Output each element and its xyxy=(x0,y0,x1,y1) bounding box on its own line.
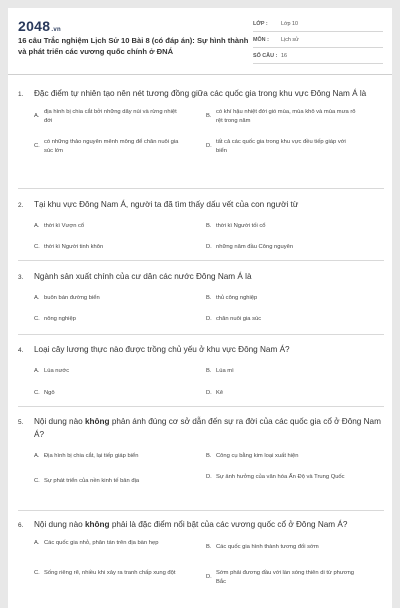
option-d[interactable] xyxy=(206,569,358,588)
option-letter: D. xyxy=(206,389,212,396)
option-letter: D. xyxy=(206,474,212,480)
option-text: thủ công nghiệp xyxy=(216,294,258,301)
question-2 xyxy=(18,199,384,255)
option-text: Các quốc gia hình thành tương đối sớm xyxy=(216,543,319,550)
option-text: địa hình bị chia cắt bởi những dãy núi và rừng nhiệt đới xyxy=(44,108,177,124)
option-c[interactable] xyxy=(34,477,186,487)
question-3 xyxy=(18,271,384,327)
option-c[interactable] xyxy=(34,138,186,157)
option-text: tất cả các quốc gia trong khu vực đều tiếp giáp với biển xyxy=(216,138,346,154)
option-text: Sự phát triển của nền kinh tế bản địa xyxy=(44,478,140,484)
question-text xyxy=(34,88,366,102)
logo-text: 2048 xyxy=(18,18,51,34)
question-number: 6. xyxy=(18,522,24,529)
option-text: Công cụ bằng kim loại xuất hiện xyxy=(216,453,299,459)
question-stem xyxy=(18,416,384,441)
question-text xyxy=(34,199,298,213)
option-text: thời kì Vượn cổ xyxy=(44,222,85,229)
question-4 xyxy=(18,344,384,400)
question-divider xyxy=(18,510,384,511)
option-text: có những thảo nguyên mênh mông để chăn nuôi gia súc lớn xyxy=(44,138,179,154)
question-text-part: Đặc điểm tự nhiên tạo nên nét tương đồng giữa các quốc gia trong khu vực Đông Nam Á là xyxy=(34,89,367,98)
question-text xyxy=(34,519,347,533)
option-b[interactable] xyxy=(206,294,358,304)
option-b[interactable] xyxy=(206,222,358,232)
question-text-part: Nội dung nào xyxy=(34,520,85,529)
question-text-part: Ngành sản xuất chính của cư dân các nước Đông Nam Á là xyxy=(34,272,252,281)
meta-value: Lớp 10 xyxy=(281,20,299,27)
options xyxy=(34,219,384,255)
question-number: 5. xyxy=(18,419,24,426)
question-stem xyxy=(18,271,384,285)
meta-value: Lịch sử xyxy=(281,36,299,43)
option-letter: D. xyxy=(206,243,212,250)
option-letter: A. xyxy=(34,367,40,374)
options xyxy=(34,539,384,599)
option-text: Các quốc gia nhỏ, phân tán trên địa bàn hẹp xyxy=(44,539,159,546)
option-text: Sự ảnh hưởng của văn hóa Ấn Độ và Trung Quốc xyxy=(216,474,345,480)
option-b[interactable] xyxy=(206,543,358,553)
question-5 xyxy=(18,416,384,495)
option-letter: D. xyxy=(206,315,212,322)
option-b[interactable] xyxy=(206,108,358,127)
option-d[interactable] xyxy=(206,138,358,157)
question-divider xyxy=(18,188,384,189)
question-text-part: phản ánh đúng cơ sở dẫn đến sự ra đời của các quốc gia cổ ở Đông Nam Á? xyxy=(34,417,381,439)
option-letter: C. xyxy=(34,389,40,396)
option-letter: A. xyxy=(34,539,40,546)
question-number: 2. xyxy=(18,202,24,209)
question-1 xyxy=(18,88,384,166)
option-a[interactable] xyxy=(34,452,186,462)
site-logo[interactable] xyxy=(18,18,61,34)
option-a[interactable] xyxy=(34,539,186,549)
option-letter: B. xyxy=(206,453,212,459)
question-text xyxy=(34,271,252,285)
question-text-part: Loại cây lương thực nào được trồng chủ yếu ở khu vực Đông Nam Á? xyxy=(34,345,290,354)
option-letter: A. xyxy=(34,294,40,301)
options xyxy=(34,364,384,400)
question-text xyxy=(34,416,384,441)
question-stem xyxy=(18,88,384,102)
option-letter: A. xyxy=(34,453,40,459)
option-text: thời kì Người tối cổ xyxy=(216,222,266,229)
question-6 xyxy=(18,519,384,599)
meta-row-count xyxy=(253,48,383,64)
option-c[interactable] xyxy=(34,315,186,325)
option-letter: B. xyxy=(206,222,212,229)
question-text-part: phải là đặc điểm nổi bật của các vương quốc cổ ở Đông Nam Á? xyxy=(109,520,348,529)
option-letter: B. xyxy=(206,543,212,550)
meta-row-subject xyxy=(253,32,383,48)
options xyxy=(34,291,384,327)
question-number: 3. xyxy=(18,274,24,281)
option-text: Lúa mì xyxy=(216,367,234,374)
option-text: Lúa nước xyxy=(44,367,70,374)
option-text: chăn nuôi gia súc xyxy=(216,315,262,322)
option-c[interactable] xyxy=(34,389,186,399)
option-letter: B. xyxy=(206,113,212,120)
option-a[interactable] xyxy=(34,108,186,127)
option-letter: C. xyxy=(34,315,40,322)
logo-suffix: .vn xyxy=(51,27,61,33)
document-header xyxy=(8,8,392,75)
option-d[interactable] xyxy=(206,243,358,253)
option-d[interactable] xyxy=(206,389,358,399)
meta-table xyxy=(253,16,383,64)
meta-row-class xyxy=(253,16,383,32)
option-letter: A. xyxy=(34,222,40,229)
option-text: Sớm phải đương đầu với làn sóng thiên di từ phương Bắc xyxy=(216,569,355,585)
question-divider xyxy=(18,406,384,407)
option-letter: C. xyxy=(34,569,40,576)
question-divider xyxy=(18,334,384,335)
option-text: Địa hình bị chia cắt, lại tiếp giáp biển xyxy=(44,453,139,459)
question-text xyxy=(34,344,290,358)
question-text-bold: không xyxy=(84,417,110,426)
question-stem xyxy=(18,199,384,213)
question-text-part: Tại khu vực Đông Nam Á, người ta đã tìm thấy dấu vết của con người từ xyxy=(34,200,299,209)
option-text: thời kì Người tinh khôn xyxy=(44,243,104,250)
option-d[interactable] xyxy=(206,473,358,483)
option-a[interactable] xyxy=(34,222,186,232)
meta-label: LỚP : xyxy=(253,20,268,27)
option-text: có khí hậu nhiệt đới gió mùa, mùa khô và mùa mưa rõ rệt trong năm xyxy=(216,108,356,124)
document-title: 16 câu Trắc nghiệm Lịch Sử 10 Bài 8 (có đáp án): Sự hình thành và phát triển các vương quốc chính ở ĐNÁ xyxy=(18,36,249,56)
question-divider xyxy=(18,260,384,261)
option-text: Sống riêng rẽ, nhiều khi xảy ra tranh chấp xung đột xyxy=(44,569,176,576)
option-letter: D. xyxy=(206,574,212,581)
question-stem xyxy=(18,344,384,358)
option-c[interactable] xyxy=(34,243,186,253)
question-text-part: Nội dung nào xyxy=(34,417,85,426)
option-text: Kê xyxy=(216,389,224,396)
options xyxy=(34,447,384,495)
option-letter: C. xyxy=(34,478,40,484)
option-letter: A. xyxy=(34,113,40,120)
option-text: buôn bán đường biển xyxy=(44,294,100,301)
option-a[interactable] xyxy=(34,367,186,377)
option-text: nông nghiệp xyxy=(44,315,76,322)
option-text: Ngô xyxy=(44,389,55,396)
options xyxy=(34,108,384,166)
meta-value: 16 xyxy=(281,52,287,59)
question-text-bold: không xyxy=(84,520,110,529)
option-letter: B. xyxy=(206,367,212,374)
meta-label: MÔN : xyxy=(253,36,269,43)
meta-label: SỐ CÂU : xyxy=(253,52,278,59)
option-letter: C. xyxy=(34,143,40,150)
option-b[interactable] xyxy=(206,367,358,377)
option-letter: C. xyxy=(34,243,40,250)
question-number: 4. xyxy=(18,347,24,354)
option-d[interactable] xyxy=(206,315,358,325)
option-letter: B. xyxy=(206,294,212,301)
option-text: những năm đầu Công nguyên xyxy=(216,243,294,250)
option-letter: D. xyxy=(206,143,212,150)
option-a[interactable] xyxy=(34,294,186,304)
question-stem xyxy=(18,519,384,533)
option-c[interactable] xyxy=(34,569,186,579)
document-page xyxy=(8,8,392,608)
question-number: 1. xyxy=(18,91,24,98)
option-b[interactable] xyxy=(206,452,358,462)
